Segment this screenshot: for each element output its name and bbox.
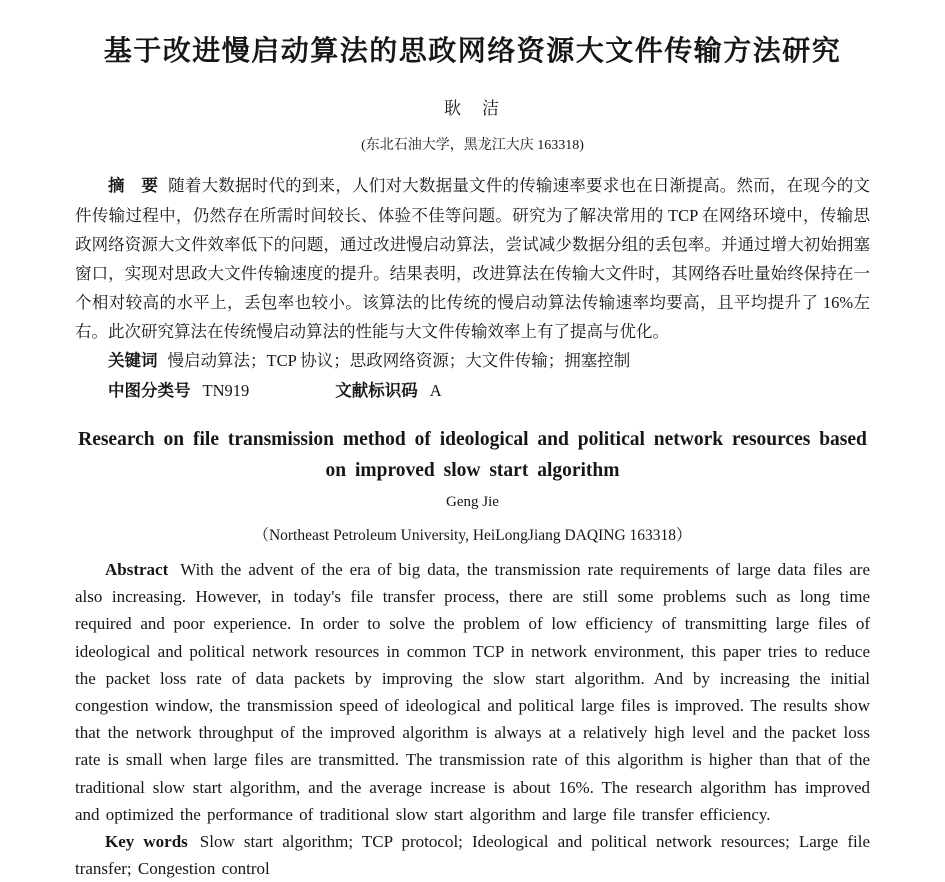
doc-code-label: 文献标识码 — [335, 382, 418, 400]
keywords-cn-text: 慢启动算法；TCP 协议；思政网络资源；大文件传输；拥塞控制 — [167, 351, 631, 370]
abstract-en-label: Abstract — [105, 560, 169, 579]
doc-code-value: A — [429, 381, 442, 400]
keywords-en-text: Slow start algorithm; TCP protocol; Ideological and political network resources; Large file transfer; Congestion control — [75, 832, 870, 879]
clc-line — [75, 376, 870, 406]
keywords-cn-label: 关键词 — [108, 352, 158, 370]
abstract-cn — [75, 171, 870, 346]
abstract-cn-text: 随着大数据时代的到来，人们对大数据量文件的传输速率要求也在日渐提高。然而，在现今的文件传输过程中，仍然存在所需时间较长、体验不佳等问题。研究为了解决常用的 TCP 在网络环境中，传输思政网络资源大文件效率低下的问题，通过改进慢启动算法，尝试减少数据分组的丢包率。并通过增大初始拥塞窗口，实现对思政大文件传输速度的提升。结果表明，改进算法在传输大文件时，其网络吞吐量始终保持在一个相对较高的水平上，丢包率也较小。该算法的比传统的慢启动算法传输速率均要高，且平均提升了 16%左右。此次研究算法在传统慢启动算法的性能与大文件传输效率上有了提高与优化。 — [75, 176, 871, 341]
keywords-cn — [75, 346, 870, 376]
paper-title-cn: 基于改进慢启动算法的思政网络资源大文件传输方法研究 — [103, 36, 842, 67]
affiliation-cn: (东北石油大学，黑龙江大庆 163318) — [361, 138, 584, 153]
affiliation-en: （Northeast Petroleum University, HeiLongJiang DAQING 163318） — [253, 527, 692, 544]
paper-title-en: Research on file transmission method of ideological and political network resources based on improved slow start algorithm — [78, 429, 867, 481]
abstract-cn-label: 摘 要 — [108, 177, 159, 195]
keywords-en-label: Key words — [105, 832, 188, 852]
author-cn: 耿 洁 — [444, 99, 501, 118]
keywords-en — [75, 828, 870, 882]
abstract-en — [75, 556, 870, 828]
clc-label: 中图分类号 — [108, 382, 191, 400]
abstract-en-text: With the advent of the era of big data, the transmission rate requirements of large data files are also increasing. However, in today's file transfer process, there are still some problems such as long time required and poor experience. In order to solve the problem of low efficiency of transmitting large files of ideological and political network resources in common TCP in network environment, this paper tries to reduce the packet loss rate of data packets by improving the slow start algorithm. And by increasing the initial congestion window, the transmission speed of ideological and political large files is improved. The results show that the network throughput of the improved algorithm is always at a relatively high level and the packet loss rate is small when large files are transmitted. The transmission rate of this algorithm is higher than that of the traditional slow start algorithm, and the average increase is about 16%. The research algorithm has improved and optimized the performance of traditional slow start algorithm and large file transfer efficiency. — [75, 560, 870, 824]
clc-value: TN919 — [202, 381, 250, 400]
author-en: Geng Jie — [446, 494, 499, 510]
